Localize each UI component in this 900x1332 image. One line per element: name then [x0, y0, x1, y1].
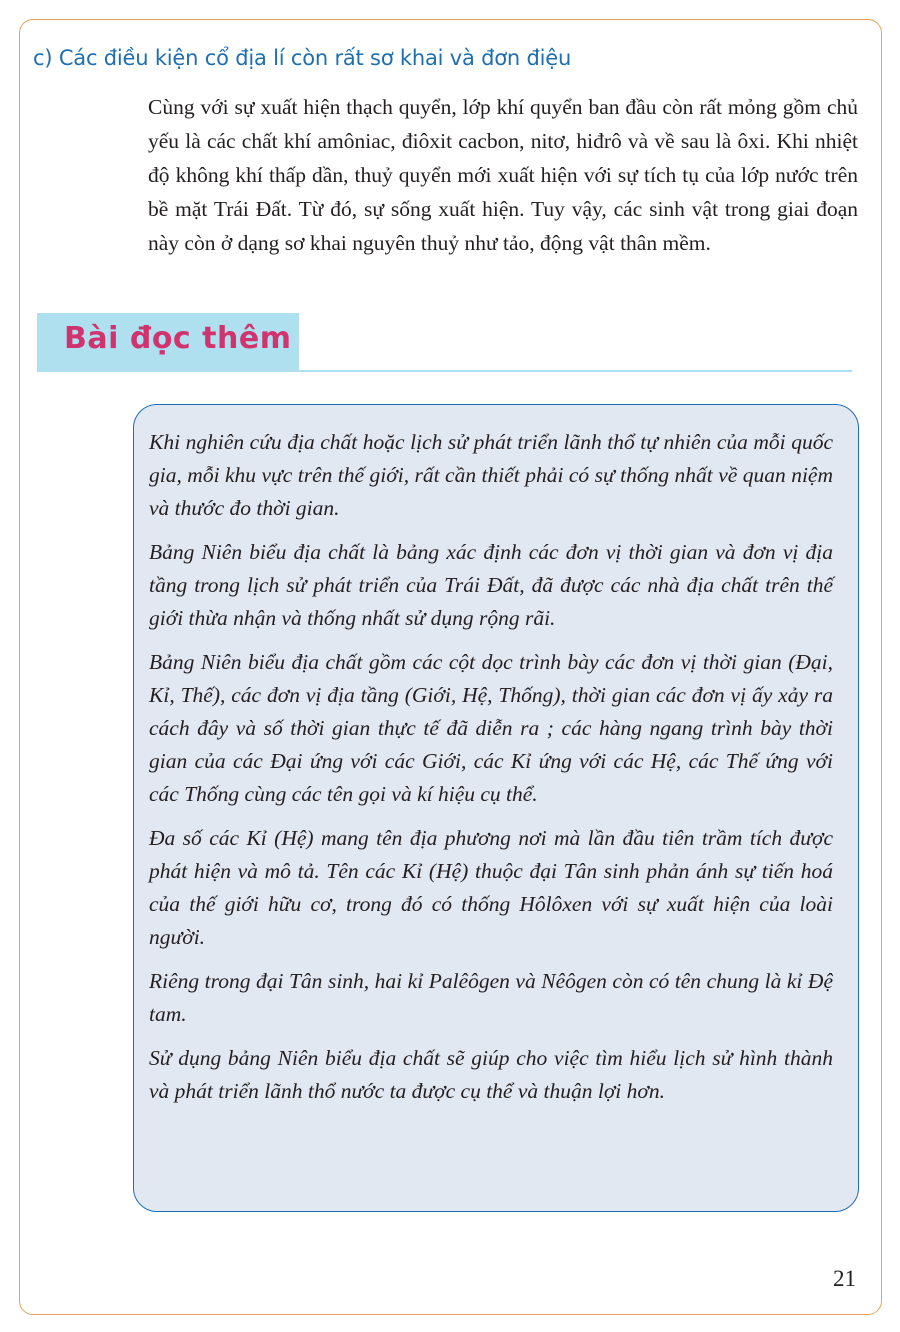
- reading-paragraph: Sử dụng bảng Niên biểu địa chất sẽ giúp cho việc tìm hiểu lịch sử hình thành và phát triển lãnh thổ nước ta được cụ thể và thuận lợi hơn.: [149, 1046, 833, 1103]
- reading-paragraph: Khi nghiên cứu địa chất hoặc lịch sử phát triển lãnh thổ tự nhiên của mỗi quốc gia, mỗi khu vực trên thế giới, rất cần thiết phải có sự thống nhất về quan niệm và thước đo thời gian.: [149, 430, 833, 520]
- intro-paragraph: Cùng với sự xuất hiện thạch quyển, lớp khí quyển ban đầu còn rất mỏng gồm chủ yếu là các chất khí amôniac, điôxit cacbon, nitơ, hiđrô và về sau là ôxi. Khi nhiệt độ không khí thấp dần, thuỷ quyển mới xuất hiện với sự tích tụ của lớp nước trên bề mặt Trái Đất. Từ đó, sự sống xuất hiện. Tuy vậy, các sinh vật trong giai đoạn này còn ở dạng sơ khai nguyên thuỷ như tảo, động vật thân mềm.: [148, 95, 858, 255]
- page-number: 21: [833, 1266, 856, 1291]
- reading-paragraph: Bảng Niên biểu địa chất gồm các cột dọc trình bày các đơn vị thời gian (Đại, Kỉ, Thế), các đơn vị địa tầng (Giới, Hệ, Thống), thời gian các đơn vị ấy xảy ra cách đây và số thời gian thực tế đã diễn ra ; các hàng ngang trình bày thời gian của các Đại ứng với các Giới, các Kỉ ứng với các Hệ, các Thế ứng với các Thống cùng các tên gọi và kí hiệu cụ thể.: [149, 650, 833, 806]
- reading-paragraph: Riêng trong đại Tân sinh, hai kỉ Palêôgen và Nêôgen còn có tên chung là kỉ Đệ tam.: [149, 969, 833, 1026]
- section-heading: c) Các điều kiện cổ địa lí còn rất sơ khai và đơn điệu: [33, 46, 572, 70]
- intro-text: [148, 90, 858, 260]
- extra-reading-rule: [299, 370, 852, 372]
- extra-reading-title: Bài đọc thêm: [64, 321, 292, 356]
- reading-paragraph: Bảng Niên biểu địa chất là bảng xác định các đơn vị thời gian và đơn vị địa tầng trong lịch sử phát triển của Trái Đất, đã được các nhà địa chất trên thế giới thừa nhận và thống nhất sử dụng rộng rãi.: [149, 540, 833, 630]
- extra-reading-content: [149, 426, 833, 1119]
- reading-paragraph: Đa số các Kỉ (Hệ) mang tên địa phương nơi mà lần đầu tiên trầm tích được phát hiện và mô tả. Tên các Kỉ (Hệ) thuộc đại Tân sinh phản ánh sự tiến hoá của thế giới hữu cơ, trong đó có thống Hôlôxen với sự xuất hiện của loài người.: [149, 826, 833, 949]
